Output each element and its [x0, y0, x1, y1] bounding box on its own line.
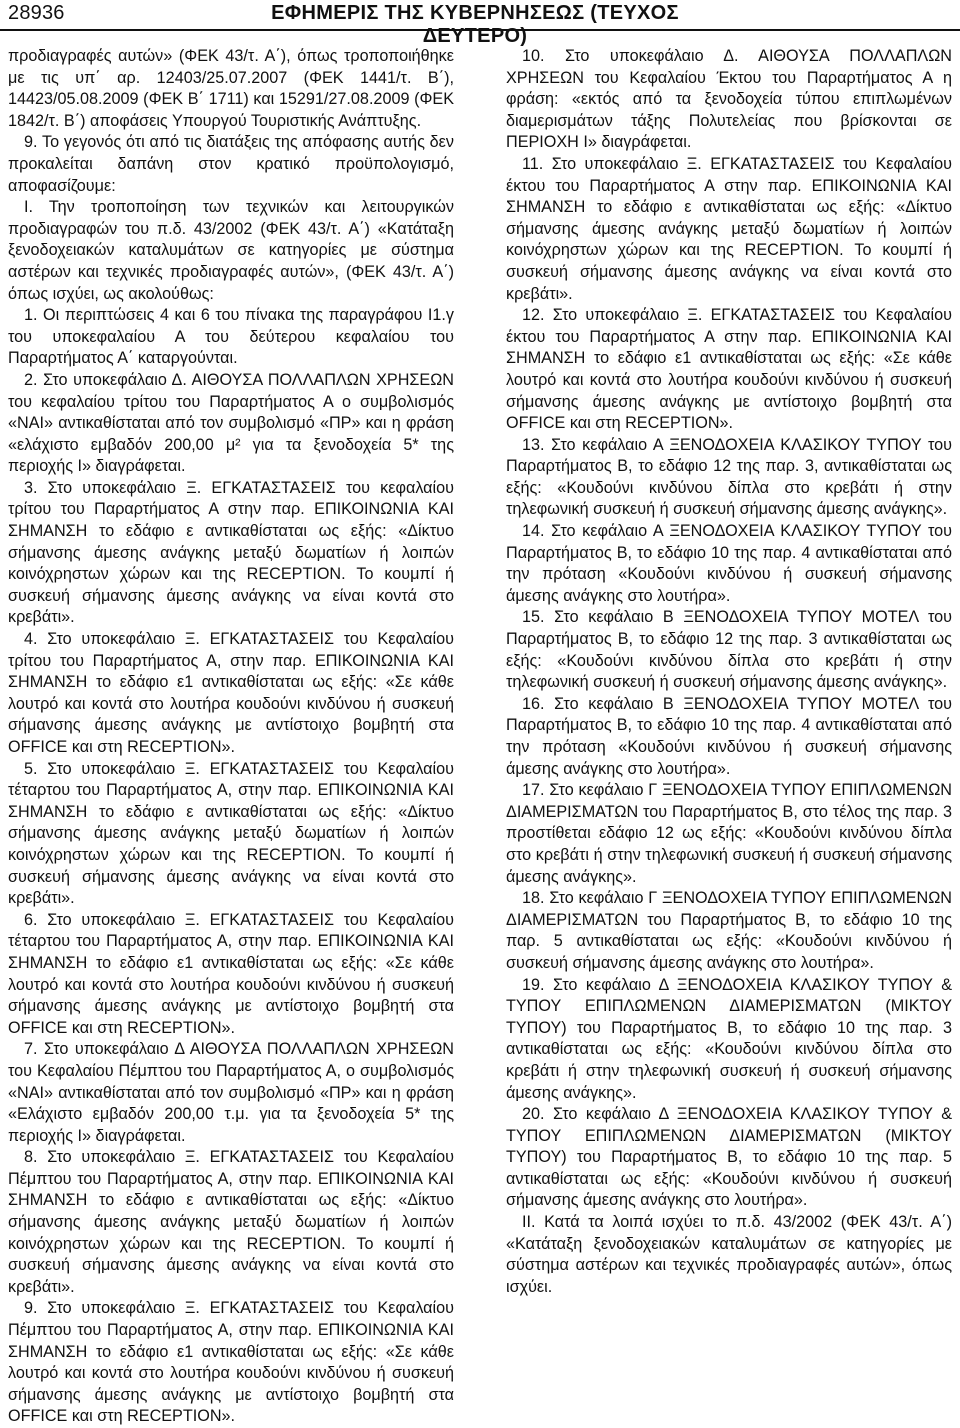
- paragraph: 14. Στο κεφάλαιο Α ΞΕΝΟΔΟΧΕΙΑ ΚΛΑΣΙΚΟΥ ΤΥΠΟΥ του Παραρτήματος Β, το εδάφιο 10 της παρ. 4 αντικαθίσταται από την πρόταση «Κουδούνι κινδύνου ή συσκευή σήμανσης άμεσης ανάγκης στο λουτήρα».: [506, 522, 952, 605]
- paragraph: 5. Στο υποκεφάλαιο Ξ. ΕΓΚΑΤΑΣΤΑΣΕΙΣ του Κεφαλαίου τέταρτου του Παραρτήματος Α, στην παρ. ΕΠΙΚΟΙΝΩΝΙΑ ΚΑΙ ΣΗΜΑΝΣΗ το εδάφιο ε αντικαθίσταται ως εξής: «Δίκτυο σήμανσης άμεσης ανάγκης μεταξύ δωματίων ή λοιπών κοινόχρηστων χώρων και της RECEPTION. Το κουμπί ή συσκευή σήμανσης άμεσης ανάγκης να είναι κοντά στο κρεβάτι».: [8, 759, 454, 908]
- paragraph: 15. Στο κεφάλαιο Β ΞΕΝΟΔΟΧΕΙΑ ΤΥΠΟΥ ΜΟΤΕΛ του Παραρτήματος Β, το εδάφιο 12 της παρ. 3 αντικαθίσταται ως εξής: «Κουδούνι κινδύνου δίπλα στο κρεβάτι ή στην τηλεφωνική συσκευή ή συσκευή σήμανσης άμεσης ανάγκης».: [506, 608, 952, 692]
- paragraph: 7. Στο υποκεφάλαιο Δ ΑΙΘΟΥΣΑ ΠΟΛΛΑΠΛΩΝ ΧΡΗΣΕΩΝ του Κεφαλαίου Πέμπτου του Παραρτήματος Α, ο συμβολισμός «ΝΑΙ» αντικαθίσταται από τον συμβολισμό «ΠΡ» και η φράση «Ελάχιστο εμβαδόν 200,00 τ.μ. για τα ξενοδοχεία 5* της περιοχής Ι» διαγράφεται.: [8, 1040, 454, 1145]
- paragraph: 13. Στο κεφάλαιο Α ΞΕΝΟΔΟΧΕΙΑ ΚΛΑΣΙΚΟΥ ΤΥΠΟΥ του Παραρτήματος Β, το εδάφιο 12 της παρ. 3, αντικαθίσταται ως εξής: «Κουδούνι κινδύνου δίπλα στο κρεβάτι ή στην τηλεφωνική συσκευή ή συσκευή σήμανσης άμεσης ανάγκης».: [506, 435, 952, 519]
- paragraph: 1. Οι περιπτώσεις 4 και 6 του πίνακα της παραγράφου Ι1.γ του υποκεφαλαίου Α του δεύτερου κεφαλαίου του Παραρτήματος Α΄ καταργούνται.: [8, 306, 454, 368]
- paragraph: Ι. Την τροποποίηση των τεχνικών και λειτουργικών προδιαγραφών του π.δ. 43/2002 (ΦΕΚ 43/τ. Α΄) «Κατάταξη ξενοδοχειακών καταλυμάτων σε κατηγορίες με σύστημα αστέρων και τεχνικές προδιαγραφές αυτών», (ΦΕΚ 43/τ. Α΄) όπως ισχύει, ως ακολούθως:: [8, 198, 454, 303]
- paragraph: 2. Στο υποκεφάλαιο Δ. ΑΙΘΟΥΣΑ ΠΟΛΛΑΠΛΩΝ ΧΡΗΣΕΩΝ του κεφαλαίου τρίτου του Παραρτήματος Α ο συμβολισμός «ΝΑΙ» αντικαθίσταται από τον συμβολισμό «ΠΡ» και η φράση «ελάχιστο εμβαδόν 200,00 μ² για τα ξενοδοχεία 5* της περιοχής Ι» διαγράφεται.: [8, 370, 454, 476]
- paragraph: ΙΙ. Κατά τα λοιπά ισχύει το π.δ. 43/2002 (ΦΕΚ 43/τ. Α΄) «Κατάταξη ξενοδοχειακών καταλυμάτων σε κατηγορίες με σύστημα αστέρων και τεχνικές προδιαγραφές αυτών», όπως ισχύει.: [506, 1213, 952, 1296]
- paragraph: 6. Στο υποκεφάλαιο Ξ. ΕΓΚΑΤΑΣΤΑΣΕΙΣ του Κεφαλαίου τέταρτου του Παραρτήματος Α, στην παρ. ΕΠΙΚΟΙΝΩΝΙΑ ΚΑΙ ΣΗΜΑΝΣΗ το εδάφιο ε1 αντικαθίσταται ως εξής: «Σε κάθε λουτρό και κοντά στο λουτήρα κουδούνι κινδύνου ή συσκευή σήμανσης άμεσης ανάγκης με αντίστοιχο βομβητή στα OFFICE και στη RECEPTION».: [8, 910, 454, 1037]
- paragraph: 10. Στο υποκεφάλαιο Δ. ΑΙΘΟΥΣΑ ΠΟΛΛΑΠΛΩΝ ΧΡΗΣΕΩΝ του Κεφαλαίου Έκτου του Παραρτήματος Α η φράση: «εκτός από τα ξενοδοχεία τύπου επιπλωμένων διαμερισμάτων τάξης Πολυτελείας που βρίσκονται σε ΠΕΡΙΟΧΗ Ι» διαγράφεται.: [506, 47, 952, 152]
- paragraph: προδιαγραφές αυτών» (ΦΕΚ 43/τ. Α΄), όπως τροποποιήθηκε με τις υπ΄ αρ. 12403/25.07.2007 (ΦΕΚ 1441/τ. Β΄), 14423/05.08.2009 (ΦΕΚ Β΄ 1711) και 15291/27.08.2009 (ΦΕΚ 1842/τ. Β΄) αποφάσεις Υπουργού Τουριστικής Ανάπτυξης.: [8, 47, 454, 130]
- header-rule: [0, 29, 960, 31]
- right-column: [506, 46, 952, 1298]
- left-column: [8, 46, 454, 1428]
- paragraph: 19. Στο κεφάλαιο Δ ΞΕΝΟΔΟΧΕΙΑ ΚΛΑΣΙΚΟΥ ΤΥΠΟΥ & ΤΥΠΟΥ ΕΠΙΠΛΩΜΕΝΩΝ ΔΙΑΜΕΡΙΣΜΑΤΩΝ (ΜΙΚΤΟΥ ΤΥΠΟΥ) του Παραρτήματος Β, το εδάφιο 10 της παρ. 3 αντικαθίσταται ως εξής: «Κουδούνι κινδύνου δίπλα στο κρεβάτι ή στην τηλεφωνική συσκευή ή συσκευή σήμανσης άμεσης ανάγκης».: [506, 975, 952, 1102]
- paragraph: 9. Στο υποκεφάλαιο Ξ. ΕΓΚΑΤΑΣΤΑΣΕΙΣ του Κεφαλαίου Πέμπτου του Παραρτήματος Α, στην παρ. ΕΠΙΚΟΙΝΩΝΙΑ ΚΑΙ ΣΗΜΑΝΣΗ το εδάφιο ε1 αντικαθίσταται ως εξής: «Σε κάθε λουτρό και κοντά στο λουτήρα κουδούνι κινδύνου ή συσκευή σήμανσης άμεσης ανάγκης με αντίστοιχο βομβητή στα OFFICE και στη RECEPTION».: [8, 1299, 454, 1426]
- paragraph: 3. Στο υποκεφάλαιο Ξ. ΕΓΚΑΤΑΣΤΑΣΕΙΣ του κεφαλαίου τρίτου του Παραρτήματος Α στην παρ. ΕΠΙΚΟΙΝΩΝΙΑ ΚΑΙ ΣΗΜΑΝΣΗ το εδάφιο ε αντικαθίσταται ως εξής: «Δίκτυο σήμανσης άμεσης ανάγκης μεταξύ δωματίων ή λοιπών κοινόχρηστων χώρων και της RECEPTION. Το κουμπί ή συσκευή σήμανσης άμεσης ανάγκης να είναι κοντά στο κρεβάτι».: [8, 478, 454, 627]
- paragraph: 18. Στο κεφάλαιο Γ ΞΕΝΟΔΟΧΕΙΑ ΤΥΠΟΥ ΕΠΙΠΛΩΜΕΝΩΝ ΔΙΑΜΕΡΙΣΜΑΤΩΝ του Παραρτήματος Β, το εδάφιο 10 της παρ. 5 αντικαθίσταται ως εξής: «Κουδούνι κινδύνου ή συσκευή σήμανσης άμεσης ανάγκης στο λουτήρα».: [506, 889, 952, 972]
- paragraph: 11. Στο υποκεφάλαιο Ξ. ΕΓΚΑΤΑΣΤΑΣΕΙΣ του Κεφαλαίου έκτου του Παραρτήματος Α στην παρ. ΕΠΙΚΟΙΝΩΝΙΑ ΚΑΙ ΣΗΜΑΝΣΗ το εδάφιο ε αντικαθίσταται ως εξής: «Δίκτυο σήμανσης άμεσης ανάγκης μεταξύ δωματίων ή λοιπών κοινόχρηστων χώρων και της RECEPTION. Το κουμπί ή συσκευή σήμανσης άμεσης ανάγκης να είναι κοντά στο κρεβάτι».: [506, 154, 952, 303]
- paragraph: 16. Στο κεφάλαιο Β ΞΕΝΟΔΟΧΕΙΑ ΤΥΠΟΥ ΜΟΤΕΛ του Παραρτήματος Β, το εδάφιο 10 της παρ. 4 αντικαθίσταται από την πρόταση «Κουδούνι κινδύνου ή συσκευή σήμανσης άμεσης ανάγκης στο λουτήρα».: [506, 694, 952, 778]
- paragraph: 9. Το γεγονός ότι από τις διατάξεις της απόφασης αυτής δεν προκαλείται δαπάνη στον κρατικό προϋπολογισμό, αποφασίζουμε:: [8, 133, 454, 195]
- running-head: ΕΦΗΜΕΡΙΣ ΤΗΣ ΚΥΒΕΡΝΗΣΕΩΣ (ΤΕΥΧΟΣ ΔΕΥΤΕΡΟ): [271, 2, 679, 47]
- paragraph: 17. Στο κεφάλαιο Γ ΞΕΝΟΔΟΧΕΙΑ ΤΥΠΟΥ ΕΠΙΠΛΩΜΕΝΩΝ ΔΙΑΜΕΡΙΣΜΑΤΩΝ του Παραρτήματος Β, στο τέλος της παρ. 3 προστίθεται εδάφιο 12 ως εξής: «Κουδούνι κινδύνου δίπλα στο κρεβάτι ή στην τηλεφωνική συσκευή ή συσκευή σήμανσης άμεσης ανάγκης».: [506, 781, 952, 886]
- paragraph: 12. Στο υποκεφάλαιο Ξ. ΕΓΚΑΤΑΣΤΑΣΕΙΣ του Κεφαλαίου έκτου του Παραρτήματος Α στην παρ. ΕΠΙΚΟΙΝΩΝΙΑ ΚΑΙ ΣΗΜΑΝΣΗ το εδάφιο ε1 αντικαθίσταται ως εξής: «Σε κάθε λουτρό και κοντά στο λουτήρα κουδούνι κινδύνου ή συσκευή σήμανσης άμεσης ανάγκης με αντίστοιχο βομβητή στα OFFICE και στη RECEPTION».: [506, 306, 952, 433]
- paragraph: 8. Στο υποκεφάλαιο Ξ. ΕΓΚΑΤΑΣΤΑΣΕΙΣ του Κεφαλαίου Πέμπτου του Παραρτήματος Α, στην παρ. ΕΠΙΚΟΙΝΩΝΙΑ ΚΑΙ ΣΗΜΑΝΣΗ το εδάφιο ε αντικαθίσταται ως εξής: «Δίκτυο σήμανσης άμεσης ανάγκης μεταξύ δωματίων ή λοιπών κοινόχρηστων χώρων και της RECEPTION. Το κουμπί ή συσκευή σήμανσης άμεσης ανάγκης να είναι κοντά στο κρεβάτι».: [8, 1148, 454, 1296]
- page-number: 28936: [8, 2, 65, 24]
- paragraph: 4. Στο υποκεφάλαιο Ξ. ΕΓΚΑΤΑΣΤΑΣΕΙΣ του Κεφαλαίου τρίτου του Παραρτήματος Α, στην παρ. ΕΠΙΚΟΙΝΩΝΙΑ ΚΑΙ ΣΗΜΑΝΣΗ το εδάφιο ε1 αντικαθίσταται ως εξής: «Σε κάθε λουτρό και κοντά στο λουτήρα κουδούνι κινδύνου ή συσκευή σήμανσης άμεσης ανάγκης με αντίστοιχο βομβητή στα OFFICE και στη RECEPTION».: [8, 630, 454, 756]
- page-header: [0, 0, 960, 47]
- paragraph: 20. Στο κεφάλαιο Δ ΞΕΝΟΔΟΧΕΙΑ ΚΛΑΣΙΚΟΥ ΤΥΠΟΥ & ΤΥΠΟΥ ΕΠΙΠΛΩΜΕΝΩΝ ΔΙΑΜΕΡΙΣΜΑΤΩΝ (ΜΙΚΤΟΥ ΤΥΠΟΥ) του Παραρτήματος Β, το εδάφιο 10 της παρ. 5 αντικαθίσταται ως εξής: «Κουδούνι κινδύνου ή συσκευή σήμανσης άμεσης ανάγκης στο λουτήρα».: [506, 1105, 952, 1210]
